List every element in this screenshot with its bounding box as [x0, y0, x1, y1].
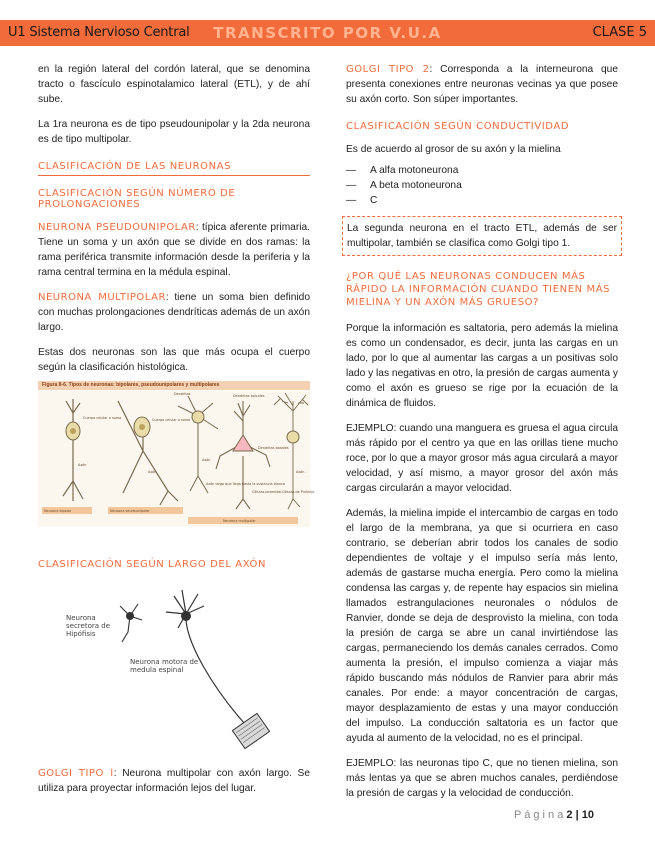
fig-label-multipolar: Neurona multipolar: [223, 519, 256, 523]
label-multipolar: NEURONA MULTIPOLAR: [38, 292, 166, 303]
fig-label-dendrites: Dendritas: [174, 392, 191, 396]
footer-page-word: P á g i n a: [514, 809, 564, 821]
list-item: — A alfa motoneurona: [346, 163, 618, 178]
neuron-types-illustration: [38, 381, 315, 527]
label-golgi-1: GOLGI TIPO I: [38, 768, 114, 779]
paragraph-conduct-intro: Es de acuerdo al grosor de su axón y la mielina: [346, 144, 561, 155]
fig-label-long-axon: Axón largo que llega hasta la sustancia blanca: [206, 482, 285, 486]
conductivity-list: [346, 163, 618, 208]
paragraph-etl: en la región lateral del cordón lateral, que se denomina tracto o fascículo espinotalamico lateral (ETL), y de ahí sube.: [38, 64, 310, 105]
header-class: CLASE 5: [592, 25, 647, 40]
header-transcriber: TRANSCRITO POR V.U.A: [213, 24, 442, 42]
paragraph-myelin: Además, la mielina impide el intercambio de cargas en todo el largo de la membrana, ya que si ocurriera en caso contrario, se deberían abrir todos los canales de sodio dependientes de voltaje y el impulso sería más lento, además de gastarse mucha energía. Pero como la mielina condensa las cargas y, de repente hay espacios sin mielina llamados estrangulaciones neuronales o nódulos de Ranvier, donde se deja de desprovisto la mielina, con toda la presión de carga se abre un canal invirtiéndose las cargas, permaneciendo los demás canales cerrados. Como aumenta la presión, el impulso comienza a viajar más rápido buscando más nódulos de Ranvier para abrir más canales. Por ende: a mayor concentración de cargas, mayor desplazamiento de estas y una mayor conducción del impulso. La conducción saltatoria es un factor que ayuda al aumento de la velocidad, no es el principal.: [346, 508, 618, 744]
list-item: — C: [346, 193, 618, 208]
footer-total-pages: 10: [581, 809, 594, 821]
fig-label-bipolar: Neurona bipolar: [44, 509, 72, 513]
text-golgi-2: : Corresponda a la interneurona que presenta conexiones entre neuronas vecinas ya que posee su axón corto. Son súper importantes.: [346, 64, 618, 105]
note-box: [342, 216, 622, 256]
fig-label-apical: Dendritas apicales: [233, 394, 265, 398]
right-column: [346, 62, 618, 801]
subsection-title-prolongations: CLASIFICACIÓN SEGÚN NÚMERO DE PROLONGACIONES: [38, 188, 236, 210]
text-multipolar: : tiene un soma bien definido con muchas prolongaciones dendríticas además de un axón largo.: [38, 292, 310, 333]
fig-label-soma-1: Cuerpo celular o soma: [83, 416, 122, 420]
question-title: ¿POR QUÉ LAS NEURONAS CONDUCEN MÁS RÁPIDO LA INFORMACIÓN CUANDO TIENEN MÁS MIELINA Y UN AXÓN MÁS GRUESO?: [346, 271, 611, 308]
fig-label-pseudo: Neurona seudounipolar: [110, 509, 150, 513]
text-golgi-1: : Neurona multipolar con axón largo. Se utiliza para proyectar información lejos del lugar.: [38, 768, 311, 794]
fig-label-axon-2: Axón: [148, 470, 157, 474]
figure-neuron-types: [38, 381, 315, 527]
figure-caption: Figura 8-6. Tipos de neuronas: bipolares, pseudounipolares y multipolares: [38, 381, 310, 390]
paragraph-golgi-2: [346, 62, 618, 107]
label-golgi-2: GOLGI TIPO 2: [346, 64, 430, 75]
fig-label-axon-4: Axón: [296, 470, 305, 474]
paragraph-pseudounipolar: [38, 220, 310, 280]
fig2-label-motor: Neurona motora de medula espinal: [130, 658, 199, 674]
list-item: — A beta motoneurona: [346, 178, 618, 193]
figure-axon-length: [38, 576, 310, 756]
section-title-classification: CLASIFICACIÓN DE LAS NEURONAS: [38, 161, 310, 176]
footer-separator: |: [575, 809, 579, 821]
footer-page-number: 2: [566, 809, 573, 821]
fig-label-pyramidal: Células piramidal: [252, 490, 282, 494]
paragraph-saltatory: Porque la información es saltatoria, pero además la mielina es como un condensador, es decir, junta las cargas en un lado, por lo que al aumentar las cargas a un positivas solo lado y las negativas en otro, la presión de cargas aumenta y como el axón es grueso se rige por la ecuación de la dinámica de fluidos.: [346, 323, 618, 409]
paragraph-multipolar: [38, 290, 310, 335]
fig-label-basal: Dendritas basales: [258, 446, 289, 450]
fig2-label-secretory: Neurona secretora de Hipófisis: [66, 614, 111, 638]
fig-label-axon-1: Axón: [78, 463, 87, 467]
fig-label-axon-3: Axón: [202, 458, 211, 462]
paragraph-golgi-1: [38, 766, 310, 796]
subsection-title-conductivity: CLASIFICACIÓN SEGÚN CONDUCTIVIDAD: [346, 121, 570, 132]
fig-label-soma-2: Cuerpo celular o soma: [152, 418, 191, 422]
paragraph-histology: Estas dos neuronas son las que más ocupa el cuerpo según la clasificación histológica.: [38, 347, 310, 373]
text-pseudounipolar: : típica aferente primaria. Tiene un soma y un axón que se divide en dos ramas: la rama periférica transmite información desde la periferia y la rama central termina en la médula espinal.: [38, 222, 310, 278]
header-unit: U1 Sistema Nervioso Central: [8, 25, 190, 40]
note-text: La segunda neurona en el tracto ETL, además de ser multipolar, también se clasifica como Golgi tipo 1.: [347, 223, 617, 249]
subsection-title-axon-length: CLASIFICACIÓN SEGÚN LARGO DEL AXÓN: [38, 559, 267, 570]
page-footer: [514, 809, 594, 821]
paragraph-type-c: EJEMPLO: las neuronas tipo C, que no tienen mielina, son más lentas ya que se abren muchos canales, perdiéndose la presión de cargas y la velocidad de conducción.: [346, 758, 618, 799]
paragraph-hose-example: EJEMPLO: cuando una manguera es gruesa el agua circula más rápido por el centro ya que en las orillas tiene mucho roce, por lo que a mayor grosor más agua circulará a mayor velocidad, y así mismo, a mayor grosor del axón más cargas circularán a mayor velocidad.: [346, 423, 618, 494]
paragraph-neuron-types: La 1ra neurona es de tipo pseudounipolar y la 2da neurona es de tipo multipolar.: [38, 119, 310, 145]
page-header: [0, 20, 655, 46]
left-column: [38, 62, 315, 796]
label-pseudounipolar: NEURONA PSEUDOUNIPOLAR: [38, 222, 196, 233]
fig-label-purkinje: Células de Purkinje: [282, 490, 315, 494]
